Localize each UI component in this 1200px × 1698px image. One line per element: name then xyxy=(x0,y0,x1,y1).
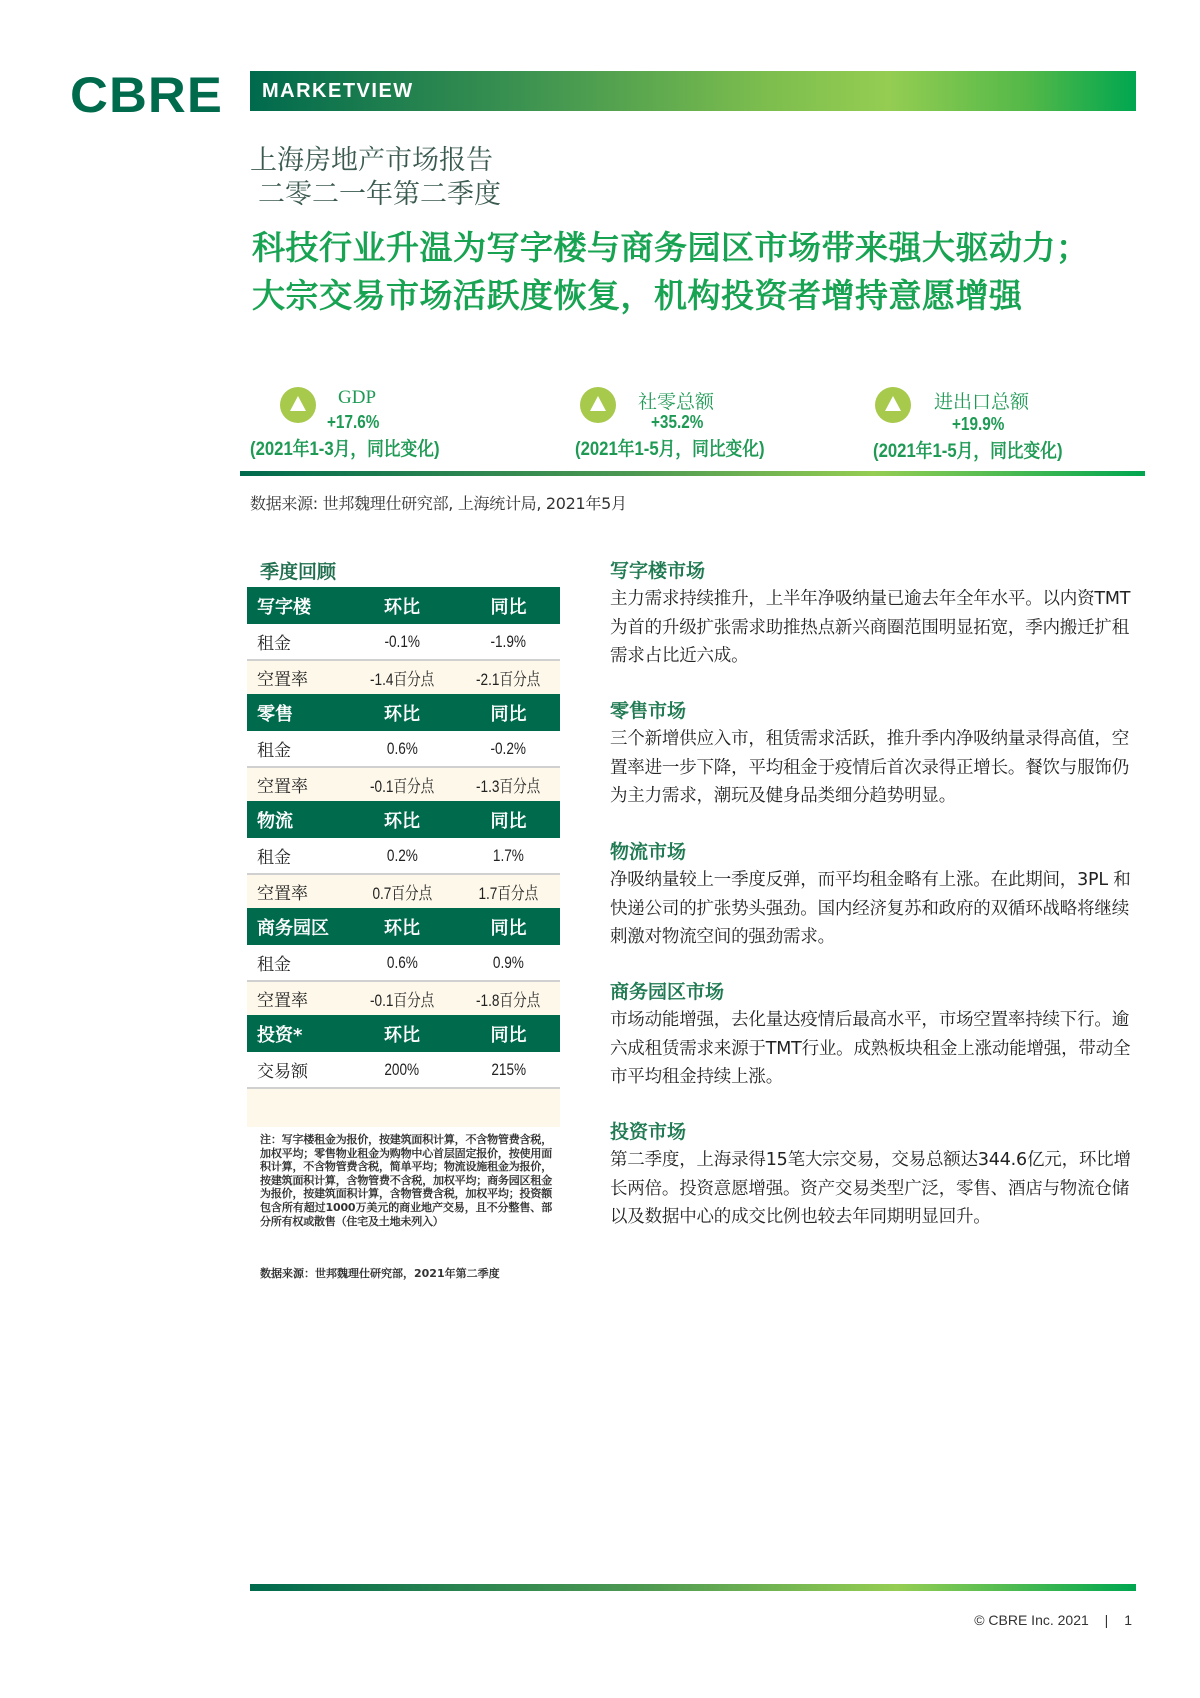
page-number: 1 xyxy=(1124,1612,1132,1628)
qoq-value: -0.1% xyxy=(384,631,420,651)
footer-divider xyxy=(250,1584,1136,1591)
col-qoq: 环比 xyxy=(384,810,420,832)
col-yoy: 同比 xyxy=(490,917,527,939)
kpi-label: 社零总额 xyxy=(638,392,715,413)
kpi-row xyxy=(245,383,1145,473)
kpi-period: (2021年1-3月，同比变化) xyxy=(250,439,440,460)
table-row xyxy=(247,1052,560,1087)
copyright: © CBRE Inc. 2021 xyxy=(974,1612,1089,1628)
table-section-header xyxy=(247,1015,560,1052)
qoq-value: 0.6% xyxy=(386,952,418,972)
table-row xyxy=(247,659,560,694)
yoy-value: -2.1百分点 xyxy=(476,670,541,689)
table-section-header xyxy=(247,908,560,945)
qoq-value: 0.7百分点 xyxy=(372,884,432,903)
section-name: 物流 xyxy=(257,810,293,832)
section-name: 投资* xyxy=(257,1024,303,1046)
row-label: 租金 xyxy=(257,634,291,654)
yoy-value: 1.7百分点 xyxy=(478,884,539,903)
report-period: 二零二一年第二季度 xyxy=(258,179,501,210)
col-qoq: 环比 xyxy=(384,1024,420,1046)
row-label: 租金 xyxy=(257,848,291,868)
kpi-label: 进出口总额 xyxy=(934,392,1030,413)
kpi-value: +35.2% xyxy=(651,412,704,432)
kpi-period: (2021年1-5月，同比变化) xyxy=(873,441,1063,462)
report-subtitle xyxy=(250,144,501,212)
section-name: 零售 xyxy=(257,703,293,725)
market-section-investment xyxy=(610,1118,1140,1232)
table-row xyxy=(247,945,560,980)
section-title: 商务园区市场 xyxy=(610,981,725,1003)
kpi-value: +17.6% xyxy=(327,412,380,432)
table-row xyxy=(247,624,560,659)
up-triangle-icon xyxy=(580,387,616,423)
yoy-value: -1.3百分点 xyxy=(476,777,541,796)
row-label: 空置率 xyxy=(257,991,308,1011)
col-qoq: 环比 xyxy=(384,917,420,939)
cbre-logo: CBRE xyxy=(70,67,223,123)
col-qoq: 环比 xyxy=(384,703,420,725)
yoy-value: 0.9% xyxy=(493,952,524,972)
table-filler xyxy=(247,1087,560,1127)
table-row xyxy=(247,731,560,766)
market-section-office xyxy=(610,557,1140,671)
row-label: 交易额 xyxy=(257,1062,308,1082)
section-body: 净吸纳量较上一季度反弹，而平均租金略有上涨。在此期间，3PL 和快递公司的扩张势头强劲。国内经济复苏和政府的双循环战略将继续刺激对物流空间的强劲需求。 xyxy=(610,870,1131,947)
section-body: 主力需求持续推升，上半年净吸纳量已逾去年全年水平。以内资TMT为首的升级扩张需求助推热点新兴商圈范围明显拓宽，季内搬迁扩租需求占比近六成。 xyxy=(610,589,1131,666)
section-body: 市场动能增强，去化量达疫情后最高水平，市场空置率持续下行。逾六成租赁需求来源于TMT行业。成熟板块租金上涨动能增强，带动全市平均租金持续上涨。 xyxy=(610,1010,1131,1087)
qoq-value: -0.1百分点 xyxy=(369,777,435,796)
row-label: 租金 xyxy=(257,955,291,975)
section-title: 写字楼市场 xyxy=(610,560,706,582)
col-yoy: 同比 xyxy=(490,810,527,832)
banner-title: MARKETVIEW xyxy=(262,80,414,102)
section-title: 物流市场 xyxy=(610,841,687,863)
yoy-value: -0.2% xyxy=(490,738,527,758)
table-source: 数据来源：世邦魏理仕研究部，2021年第二季度 xyxy=(260,1267,500,1280)
market-section-logistics xyxy=(610,838,1140,952)
qoq-value: -1.4百分点 xyxy=(369,670,435,689)
headline-line-1: 科技行业升温为写字楼与商务园区市场带来强大驱动力； xyxy=(252,228,1090,267)
report-name: 上海房地产市场报告 xyxy=(250,145,493,176)
qoq-value: -0.1百分点 xyxy=(369,991,435,1010)
row-label: 空置率 xyxy=(257,670,308,690)
kpi-period: (2021年1-5月，同比变化) xyxy=(575,439,765,460)
footer-separator: | xyxy=(1104,1612,1109,1628)
table-section-header xyxy=(247,587,560,624)
table-section-header xyxy=(247,801,560,838)
yoy-value: 1.7% xyxy=(493,845,524,865)
table-row xyxy=(247,766,560,801)
headline xyxy=(252,224,1152,320)
table-section-header xyxy=(247,694,560,731)
review-title: 季度回顾 xyxy=(260,561,337,583)
col-qoq: 环比 xyxy=(384,596,420,618)
row-label: 租金 xyxy=(257,741,291,761)
yoy-value: -1.9% xyxy=(490,631,527,651)
row-label: 空置率 xyxy=(257,777,308,797)
kpi-value: +19.9% xyxy=(952,414,1005,434)
kpi-label: GDP xyxy=(338,387,377,408)
footer xyxy=(974,1612,1132,1628)
section-body: 三个新增供应入市，租赁需求活跃，推升季内净吸纳量录得高值，空置率进一步下降，平均租金于疫情后首次录得正增长。餐饮与服饰仍为主力需求，潮玩及健身品类细分趋势明显。 xyxy=(610,729,1129,806)
row-label: 空置率 xyxy=(257,884,308,904)
market-section-retail xyxy=(610,697,1140,811)
quarterly-review-table xyxy=(247,587,560,1127)
section-name: 商务园区 xyxy=(257,917,329,939)
up-triangle-icon xyxy=(280,387,316,423)
yoy-value: 215% xyxy=(491,1059,526,1079)
qoq-value: 0.2% xyxy=(386,845,418,865)
table-row xyxy=(247,838,560,873)
qoq-value: 200% xyxy=(384,1059,420,1079)
table-row xyxy=(247,980,560,1015)
up-triangle-icon xyxy=(875,387,911,423)
marketview-banner xyxy=(250,71,1136,111)
kpi-source: 数据来源: 世邦魏理仕研究部, 上海统计局, 2021年5月 xyxy=(250,494,627,513)
headline-line-2: 大宗交易市场活跃度恢复，机构投资者增持意愿增强 xyxy=(252,276,1023,315)
col-yoy: 同比 xyxy=(490,596,527,618)
yoy-value: -1.8百分点 xyxy=(476,991,541,1010)
col-yoy: 同比 xyxy=(490,703,527,725)
section-body: 第二季度，上海录得15笔大宗交易，交易总额达344.6亿元，环比增长两倍。投资意愿增强。资产交易类型广泛，零售、酒店与物流仓储以及数据中心的成交比例也较去年同期明显回升。 xyxy=(610,1150,1131,1227)
section-title: 零售市场 xyxy=(610,700,687,722)
table-row xyxy=(247,873,560,908)
divider xyxy=(240,471,1145,476)
section-title: 投资市场 xyxy=(610,1121,687,1143)
qoq-value: 0.6% xyxy=(386,738,418,758)
table-note: 注：写字楼租金为报价，按建筑面积计算，不含物管费含税，加权平均；零售物业租金为购物中心首层固定报价，按使用面积计算，不含物管费含税，简单平均；物流设施租金为报价，按建筑面积计算，含物管费不含税，加权平均；商务园区租金为报价，按建筑面积计算，含物管费含税，加权平均；投资额包含所有超过1000万美元的商业地产交易，且不分整售、部分所有权或散售（住宅及土地未列入） xyxy=(260,1133,552,1228)
section-name: 写字楼 xyxy=(257,596,311,618)
market-section-business-park xyxy=(610,978,1140,1092)
col-yoy: 同比 xyxy=(490,1024,527,1046)
